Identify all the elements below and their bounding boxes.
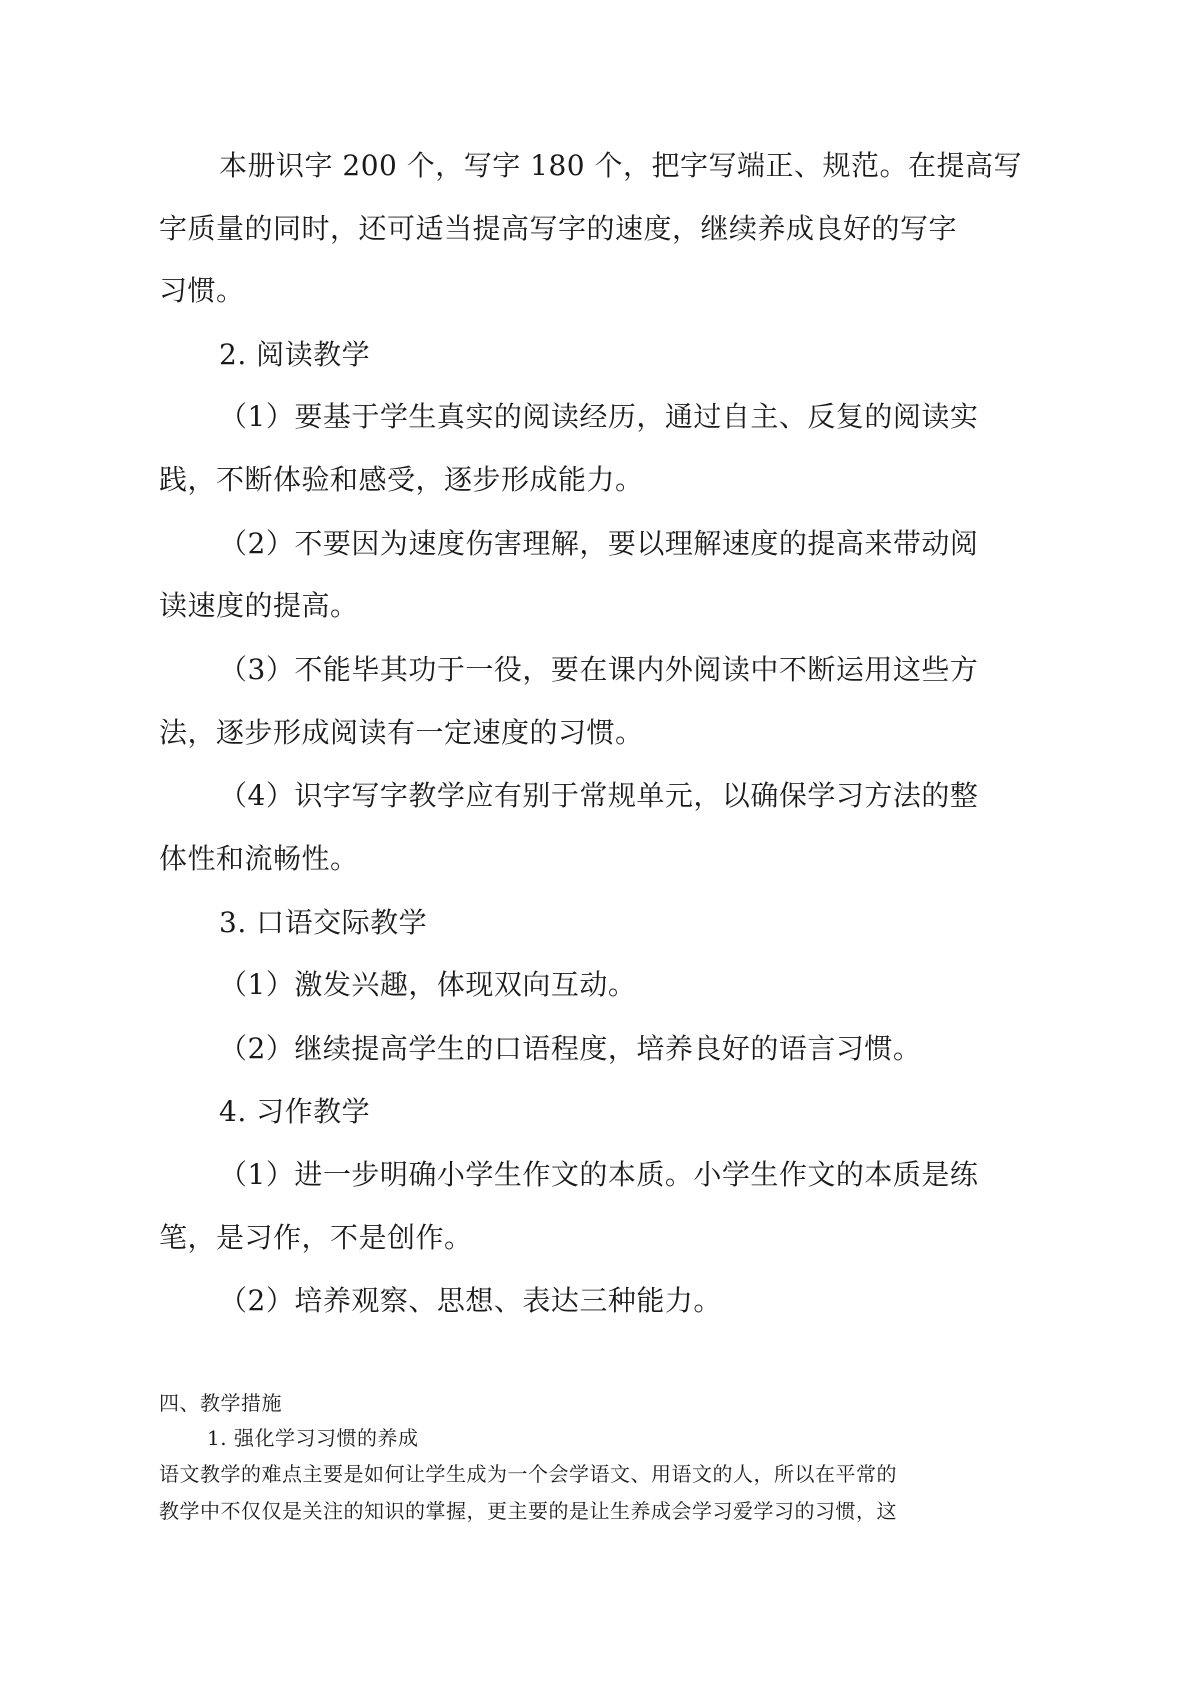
paragraph-line: 践，不断体验和感受，逐步形成能力。	[159, 463, 644, 496]
paragraph-line: 法，逐步形成阅读有一定速度的习惯。	[159, 716, 644, 749]
paragraph-line: （1）要基于学生真实的阅读经历，通过自主、反复的阅读实	[219, 400, 979, 433]
paragraph-line: 笔，是习作，不是创作。	[159, 1221, 473, 1254]
paragraph-line: （3）不能毕其功于一役，要在课内外阅读中不断运用这些方	[219, 653, 979, 686]
paragraph-line: 字质量的同时，还可适当提高写字的速度，继续养成良好的写字	[159, 212, 958, 245]
section-heading: 4. 习作教学	[219, 1095, 371, 1128]
paragraph-line: 语文教学的难点主要是如何让学生成为一个会学语文、用语文的人，所以在平常的	[159, 1462, 897, 1486]
paragraph-line: 教学中不仅仅是关注的知识的掌握，更主要的是让生养成会学习爱学习的习惯，这	[159, 1499, 897, 1523]
paragraph-line: 习惯。	[159, 274, 245, 307]
chapter-heading: 四、教学措施	[159, 1391, 282, 1415]
paragraph-line: （1）激发兴趣，体现双向互动。	[219, 968, 637, 1001]
paragraph-line: （4）识字写字教学应有别于常规单元，以确保学习方法的整	[219, 779, 979, 812]
section-heading: 2. 阅读教学	[219, 338, 371, 371]
paragraph-line: （2）培养观察、思想、表达三种能力。	[219, 1284, 722, 1317]
paragraph-line: （1）进一步明确小学生作文的本质。小学生作文的本质是练	[219, 1158, 979, 1191]
paragraph-line: 本册识字 200 个，写字 180 个，把字写端正、规范。在提高写	[219, 149, 1022, 182]
paragraph-line: 读速度的提高。	[159, 589, 359, 622]
subsection-heading: 1. 强化学习习惯的养成	[207, 1426, 419, 1450]
paragraph-line: （2）不要因为速度伤害理解，要以理解速度的提高来带动阅	[219, 527, 979, 560]
section-heading: 3. 口语交际教学	[219, 906, 428, 939]
paragraph-line: 体性和流畅性。	[159, 842, 359, 875]
paragraph-line: （2）继续提高学生的口语程度，培养良好的语言习惯。	[219, 1032, 922, 1065]
